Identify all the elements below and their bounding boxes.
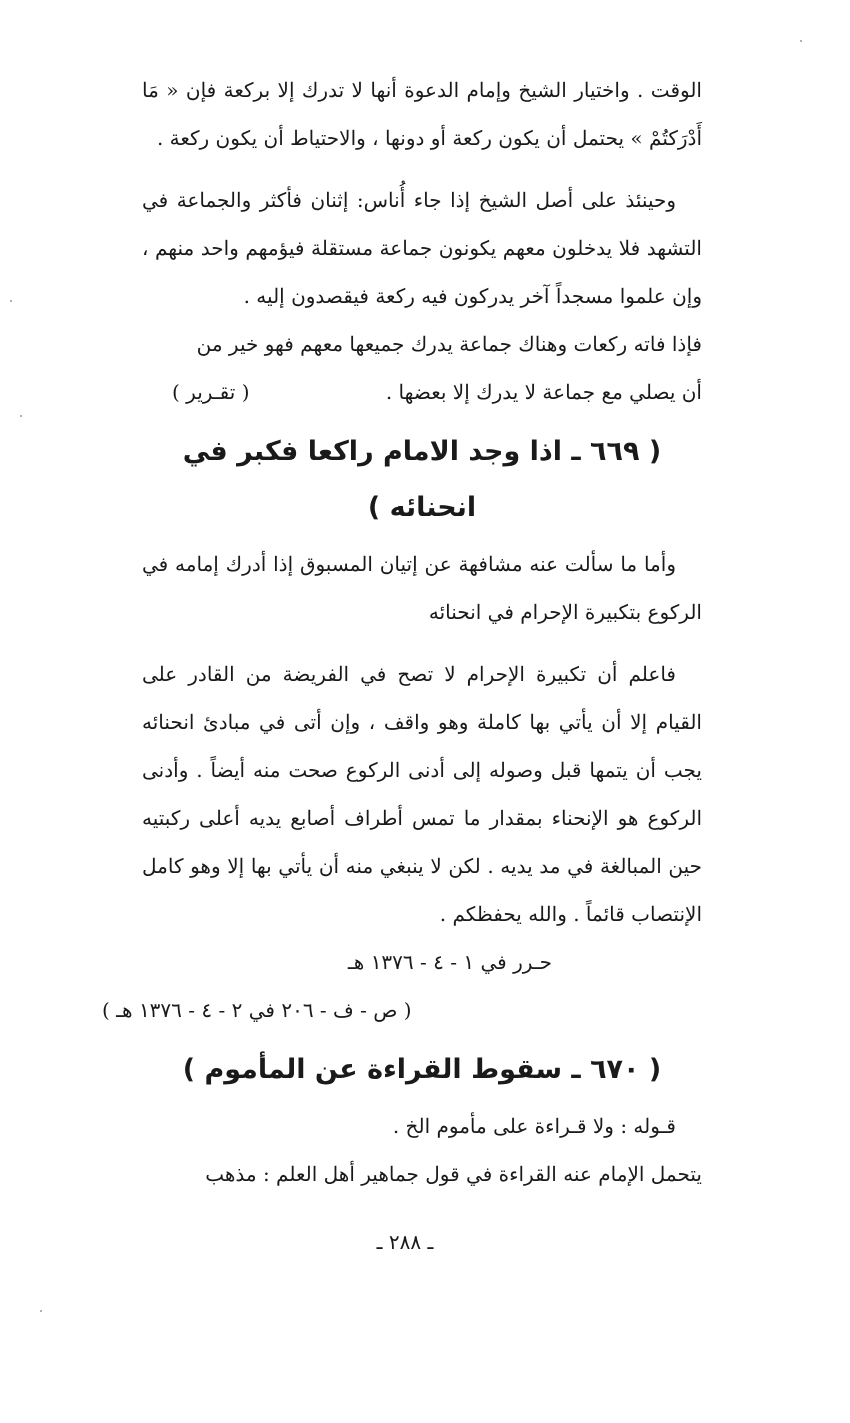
scan-speck <box>10 300 12 302</box>
date-line: حـرر في ١ - ٤ - ١٣٧٦ هـ <box>347 950 552 974</box>
paragraph-7: يتحمل الإمام عنه القراءة في قول جماهير أهل العلم : مذهب <box>205 1162 702 1186</box>
paragraph-1: الوقت . واختيار الشيخ وإمام الدعوة أنها لا تدرك إلا بركعة فإن « مَا أَدْرَكتُمْ » يحتمل أن يكون ركعة أو دونها ، والاحتياط أن يكون ركعة . <box>142 78 702 150</box>
paragraph-6: قـوله : ولا قـراءة على مأموم الخ . <box>392 1114 676 1138</box>
section-heading-669: ( ٦٦٩ ـ اذا وجد الامام راكعا فكبر في انحنائه ) <box>182 436 662 523</box>
paragraph-2: وحينئذ على أصل الشيخ إذا جاء أُناس: إثنان فأكثر والجماعة في التشهد فلا يدخلون معهم يكونون جماعة مستقلة فيؤمهم واحد منهم ، وإن علموا مسجداً آخر يدركون فيه ركعة فيقصدون إليه . <box>142 188 702 308</box>
report-note: ( تقـرير ) <box>172 380 250 404</box>
page-number: ـ ٢٨٨ ـ <box>376 1230 434 1254</box>
scan-speck <box>40 1310 42 1312</box>
source-reference: ( ص - ف - ٢٠٦ في ٢ - ٤ - ١٣٧٦ هـ ) <box>102 998 412 1022</box>
paragraph-4: وأما ما سألت عنه مشافهة عن إتيان المسبوق إذا أدرك إمامه في الركوع بتكبيرة الإحرام في انحنائه <box>142 552 702 624</box>
scan-speck <box>800 40 802 42</box>
paragraph-3-end-row <box>142 368 702 416</box>
scan-speck <box>20 415 22 417</box>
paragraph-5: فاعلم أن تكبيرة الإحرام لا تصح في الفريضة من القادر على القيام إلا أن يأتي بها كاملة وهو واقف ، وإن أتى في مبادئ انحنائه يجب أن يتمها قبل وصوله إلى أدنى الركوع صحت منه أيضاً . وأدنى الركوع هو الإنحناء بمقدار ما تمس أطراف أصابع يديه أعلى ركبتيه حين المبالغة في مد يديه . لكن لا ينبغي منه أن يأتي بها إلا وهو كامل الإنتصاب قائماً . والله يحفظكم . <box>142 662 702 926</box>
spacer <box>142 636 702 650</box>
spacer <box>142 162 702 176</box>
section-heading-670: ( ٦٧٠ ـ سقوط القراءة عن المأموم ) <box>182 1054 662 1085</box>
document-page <box>102 66 702 1198</box>
paragraph-3: فإذا فاته ركعات وهناك جماعة يدرك جميعها معهم فهو خير من <box>196 332 702 356</box>
paragraph-3-end: أن يصلي مع جماعة لا يدرك إلا بعضها . <box>385 380 702 404</box>
